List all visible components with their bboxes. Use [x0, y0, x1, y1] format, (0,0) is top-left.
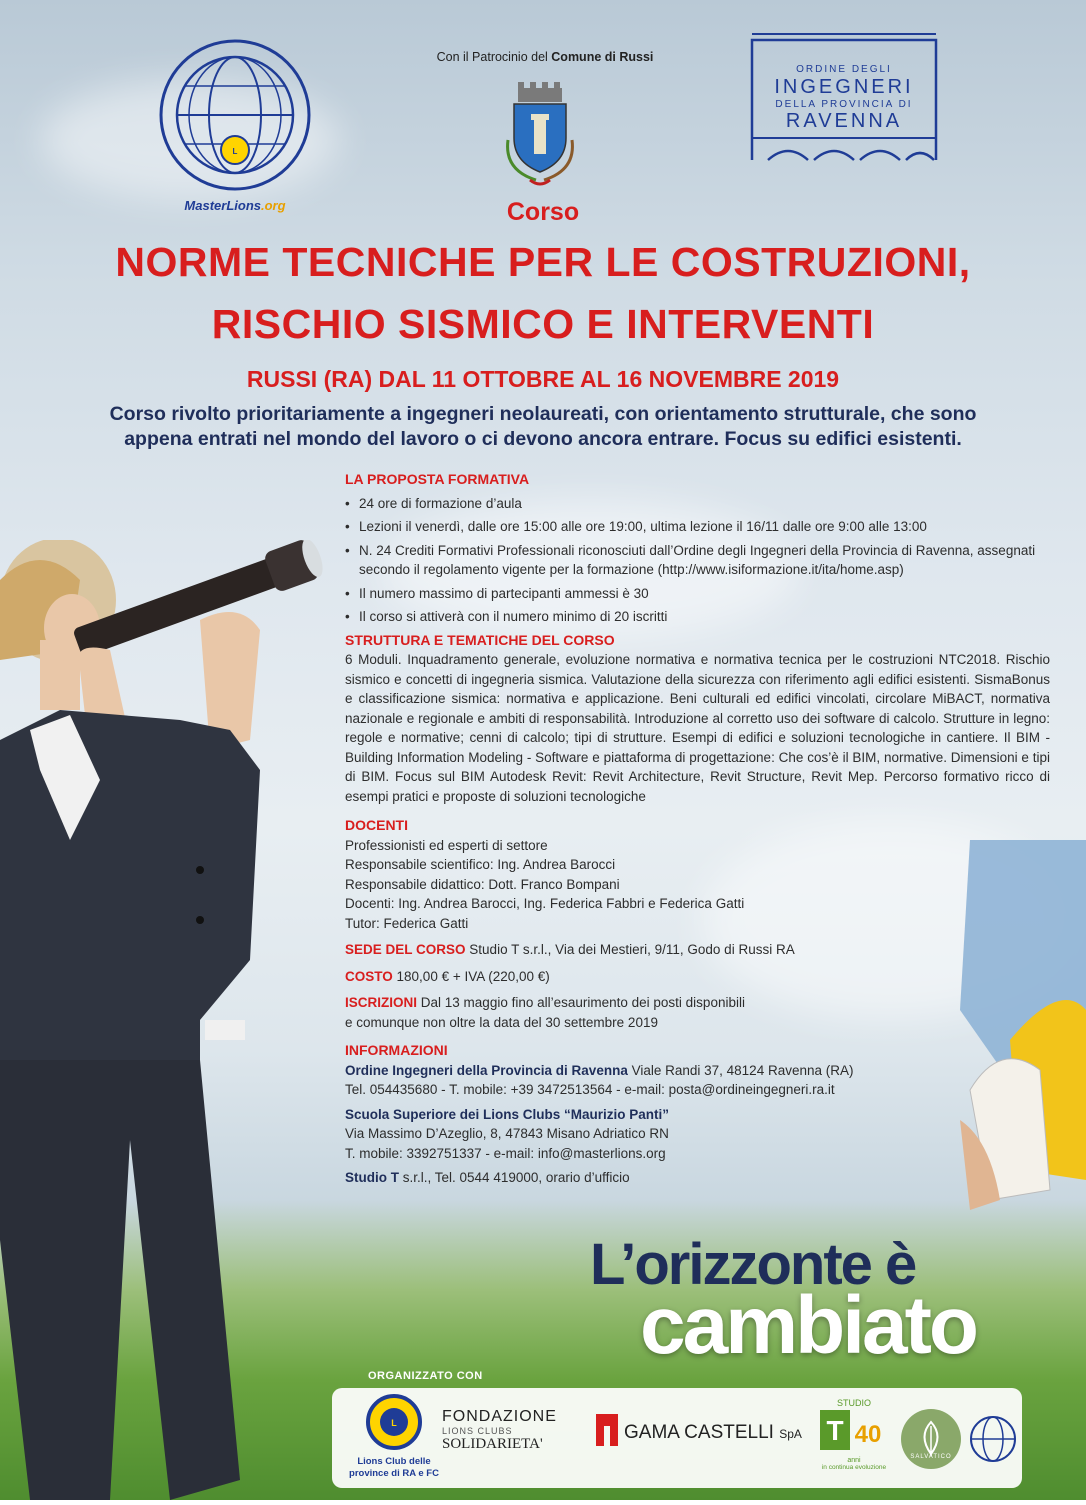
costo-label: COSTO: [345, 968, 393, 984]
studio-name: Studio T: [345, 1170, 399, 1185]
studio-t-label: STUDIO: [836, 1398, 871, 1408]
costo-value: 180,00 € + IVA (220,00 €): [396, 968, 550, 984]
fondazione-line2: LIONS CLUBS: [442, 1426, 513, 1436]
svg-text:L: L: [391, 1418, 397, 1428]
course-title-line1: NORME TECNICHE PER LE COSTRUZIONI,: [115, 239, 971, 285]
ordine-info: [345, 1061, 1050, 1081]
russi-crest-icon: [500, 80, 580, 190]
woman-telescope-illustration: [0, 540, 340, 1500]
docenti-line: Professionisti ed esperti di settore: [345, 837, 548, 853]
course-subtitle-line2: appena entrati nel mondo del lavoro o ci devono ancora entrare. Focus su edifici esistenti.: [124, 428, 962, 450]
salvatico-logo: [898, 1406, 964, 1472]
docenti-line: Tutor: Federica Gatti: [345, 915, 469, 931]
ordine-contacts: Tel. 054435680 - T. mobile: +39 3472513564 - e-mail: posta@ordineingegneri.ra.it: [345, 1082, 835, 1097]
course-subtitle-line1: Corso rivolto prioritariamente a ingegneri neolaureati, con orientamento strutturale, che sono: [109, 403, 977, 425]
proposta-list: [345, 494, 1050, 627]
patrocinio-name: Comune di Russi: [551, 50, 654, 64]
lions-club-logo: [344, 1394, 444, 1484]
studio-t-anni: anni: [847, 1457, 861, 1464]
docenti-line: Docenti: Ing. Andrea Barocci, Ing. Federica Fabbri e Federica Gatti: [345, 896, 745, 911]
patrocinio-prefix: Con il Patrocinio del: [436, 50, 548, 64]
lions-club-line2: province di RA e FC: [349, 1468, 439, 1479]
organizzato-label: ORGANIZZATO CON: [368, 1370, 483, 1382]
scuola-name: Scuola Superiore dei Lions Clubs “Maurizio Panti”: [345, 1106, 670, 1122]
sede-line: [345, 940, 1050, 960]
struttura-text: 6 Moduli. Inquadramento generale, evoluzione normativa e normativa tecnica per le costruzioni NTC2018. Rischio sismico e concetti di ingegneria sismica. Valutazione della sicurezza con riferimento agli edifici esistenti. SismaBonus e classificazione sismica: normativa e applicazione. Beni culturali ed edifici vincolati, circolare MiBACT, normativa nazionale e regionale e ambiti di responsabilità. Introduzione al corretto uso dei software di calcolo. Strutture in legno: regole e normative; cenni di calcolo; tipi di strutture. Esempi di edifici e soluzioni tecnologiche in cantiere. Il BIM - Building Information Modeling - Software e piattaforma di progettazione: Che cos’è il BIM, normative. Dimensioni e tipi di BIM. Focus sul BIM Autodesk Revit: Revit Architecture, Revit Structure, Revit Mep. Percorso formativo ricco di esempi pratici e proposte di soluzioni tecnologiche: [345, 652, 1050, 804]
list-item: • Il numero massimo di partecipanti ammessi è 30: [345, 584, 1050, 604]
ordine-ingegneri-logo: [748, 30, 940, 165]
list-item: • Lezioni il venerdì, dalle ore 15:00 alle ore 19:00, ultima lezione il 16/11 dalle ore 9:00 alle 13:00: [345, 517, 1050, 537]
proposta-heading: LA PROPOSTA FORMATIVA: [345, 471, 530, 487]
scuola-address: Via Massimo D’Azeglio, 8, 47843 Misano Adriatico RN: [345, 1126, 669, 1141]
svg-text:T: T: [826, 1415, 844, 1446]
scuola-contacts: T. mobile: 3392751337 - e-mail: info@masterlions.org: [345, 1145, 666, 1161]
iscrizioni-line2: e comunque non oltre la data del 30 settembre 2019: [345, 1014, 658, 1030]
ordine-line2: INGEGNERI: [774, 76, 914, 98]
docenti-line: Responsabile didattico: Dott. Franco Bompani: [345, 876, 620, 892]
masterlions-ext: .org: [261, 198, 286, 213]
course-title-line2: RISCHIO SISMICO E INTERVENTI: [211, 301, 875, 347]
lions-globe-icon: [968, 1404, 1018, 1474]
sponsor-bar: [332, 1388, 1022, 1488]
ordine-address: Viale Randi 37, 48124 Ravenna (RA): [631, 1062, 854, 1078]
studio-t-tagline: in continua evoluzione: [821, 1464, 887, 1471]
svg-text:L: L: [232, 147, 238, 156]
ordine-name: Ordine Ingegneri della Provincia di Ravenna: [345, 1062, 628, 1078]
costo-line: [345, 967, 1050, 987]
salvatico-text: SALVATICO: [910, 1454, 952, 1460]
sede-value: Studio T s.r.l., Via dei Mestieri, 9/11, Godo di Russi RA: [469, 942, 795, 957]
slogan-line2: cambiato: [640, 1280, 976, 1371]
course-details: [345, 470, 1050, 1188]
iscrizioni-label: ISCRIZIONI: [345, 995, 418, 1010]
iscrizioni-block: [345, 993, 1050, 1032]
patrocinio-line: [400, 50, 690, 64]
docenti-line: Responsabile scientifico: Ing. Andrea Barocci: [345, 857, 616, 872]
iscrizioni-line1: Dal 13 maggio fino all’esaurimento dei posti disponibili: [420, 995, 745, 1010]
course-dates: RUSSI (RA) DAL 11 OTTOBRE AL 16 NOVEMBRE 2019: [246, 366, 840, 392]
lions-club-line1: Lions Club delle: [357, 1456, 431, 1467]
informazioni-heading: INFORMAZIONI: [345, 1042, 448, 1058]
sede-label: SEDE DEL CORSO: [345, 942, 466, 957]
gama-suffix: SpA: [779, 1427, 802, 1441]
fondazione-logo: [442, 1408, 572, 1478]
gama-name: GAMA CASTELLI: [624, 1422, 774, 1443]
list-item: • Il corso si attiverà con il numero minimo di 20 iscritti: [345, 607, 1050, 627]
course-kicker: Corso: [506, 198, 580, 226]
gama-text: [624, 1422, 802, 1444]
masterlions-name: MasterLions: [184, 198, 261, 213]
struttura-heading: STRUTTURA E TEMATICHE DEL CORSO: [345, 631, 615, 648]
fondazione-line1: FONDAZIONE: [442, 1408, 557, 1425]
course-subtitle: [20, 402, 1066, 452]
list-item: • 24 ore di formazione d’aula: [345, 494, 1050, 514]
studio-details: s.r.l., Tel. 0544 419000, orario d’ufficio: [402, 1170, 630, 1185]
studio-info: [345, 1168, 1050, 1188]
lions-club-caption: [344, 1456, 444, 1480]
studio-t-logo: [818, 1398, 890, 1482]
svg-text:40: 40: [854, 1421, 882, 1448]
ordine-line3: DELLA PROVINCIA DI: [775, 99, 913, 110]
fondazione-line3: SOLIDARIETA': [442, 1436, 543, 1452]
slogan-line1: L’orizzonte è: [590, 1232, 916, 1297]
gama-castelli-logo: [596, 1414, 802, 1454]
ordine-line4: RAVENNA: [785, 110, 903, 132]
lions-school-logo: [140, 20, 330, 220]
ordine-line1: ORDINE DEGLI: [796, 64, 892, 75]
docenti-heading: DOCENTI: [345, 817, 408, 833]
list-item: • N. 24 Crediti Formativi Professionali riconosciuti dall’Ordine degli Ingegneri della Provincia di Ravenna, assegnati secondo il regolamento vigente per la formazione (http://www.isiformazione.it/ita/home.asp): [345, 541, 1049, 580]
